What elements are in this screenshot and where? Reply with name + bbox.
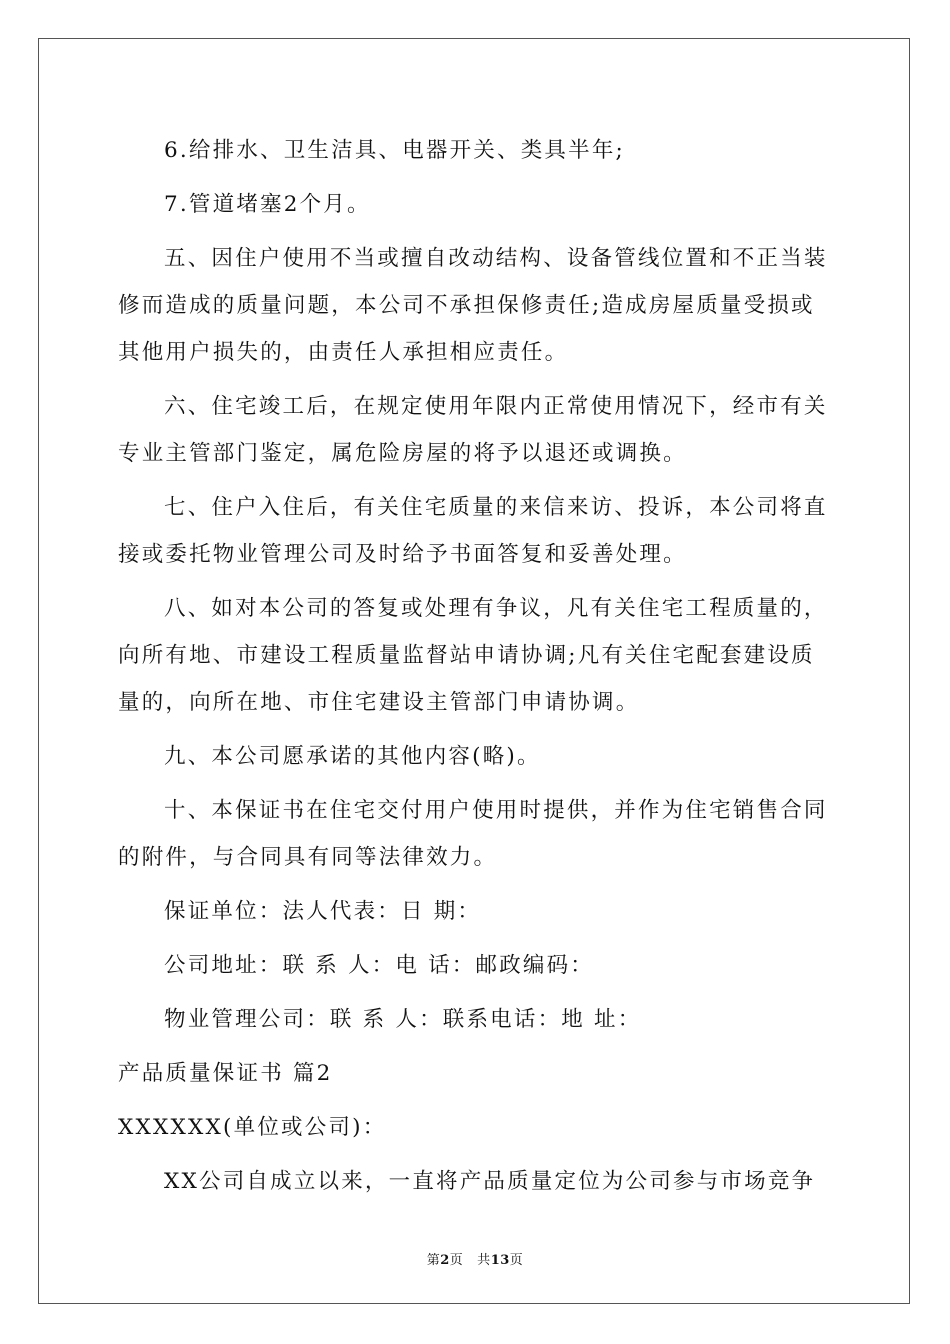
- address-line: 公司地址：联 系 人：电 话：邮政编码：: [164, 953, 595, 978]
- page-number: 2: [440, 1253, 450, 1268]
- total-pages: 13: [490, 1253, 510, 1268]
- page-prefix: 第: [426, 1253, 441, 1268]
- page-footer: [0, 1249, 950, 1268]
- paragraph: 七、住户入住后，有关住宅质量的来信来访、投诉，本公司将直接或委托物业管理公司及时给予书面答复和妥善处理。: [118, 495, 828, 567]
- paragraph: 八、如对本公司的答复或处理有争议，凡有关住宅工程质量的，向所有地、市建设工程质量监督站申请协调;凡有关住宅配套建设质量的，向所在地、市住宅建设主管部门申请协调。: [118, 596, 828, 715]
- signature-line: 保证单位：法人代表：日 期：: [164, 899, 482, 924]
- paragraph: 6.给排水、卫生洁具、电器开关、类具半年;: [164, 138, 625, 163]
- total-prefix: 共: [477, 1253, 491, 1268]
- paragraph: 五、因住户使用不当或擅自改动结构、设备管线位置和不正当装修而造成的质量问题，本公司不承担保修责任;造成房屋质量受损或其他用户损失的，由责任人承担相应责任。: [118, 246, 828, 365]
- paragraph: 六、住宅竣工后，在规定使用年限内正常使用情况下，经市有关专业主管部门鉴定，属危险房屋的将予以退还或调换。: [118, 394, 828, 466]
- section-heading: 产品质量保证书 篇2: [118, 1061, 333, 1086]
- page-suffix: 页: [449, 1253, 464, 1268]
- addressee-line: XXXXXX(单位或公司)：: [118, 1115, 387, 1140]
- property-management-line: 物业管理公司：联 系 人：联系电话：地 址：: [164, 1007, 642, 1032]
- paragraph: 7.管道堵塞2个月。: [164, 192, 371, 217]
- paragraph: XX公司自成立以来，一直将产品质量定位为公司参与市场竞争: [164, 1169, 816, 1194]
- document-body: [118, 127, 838, 1212]
- total-suffix: 页: [509, 1253, 524, 1268]
- paragraph: 十、本保证书在住宅交付用户使用时提供，并作为住宅销售合同的附件，与合同具有同等法律效力。: [118, 798, 828, 870]
- paragraph: 九、本公司愿承诺的其他内容(略)。: [164, 744, 541, 769]
